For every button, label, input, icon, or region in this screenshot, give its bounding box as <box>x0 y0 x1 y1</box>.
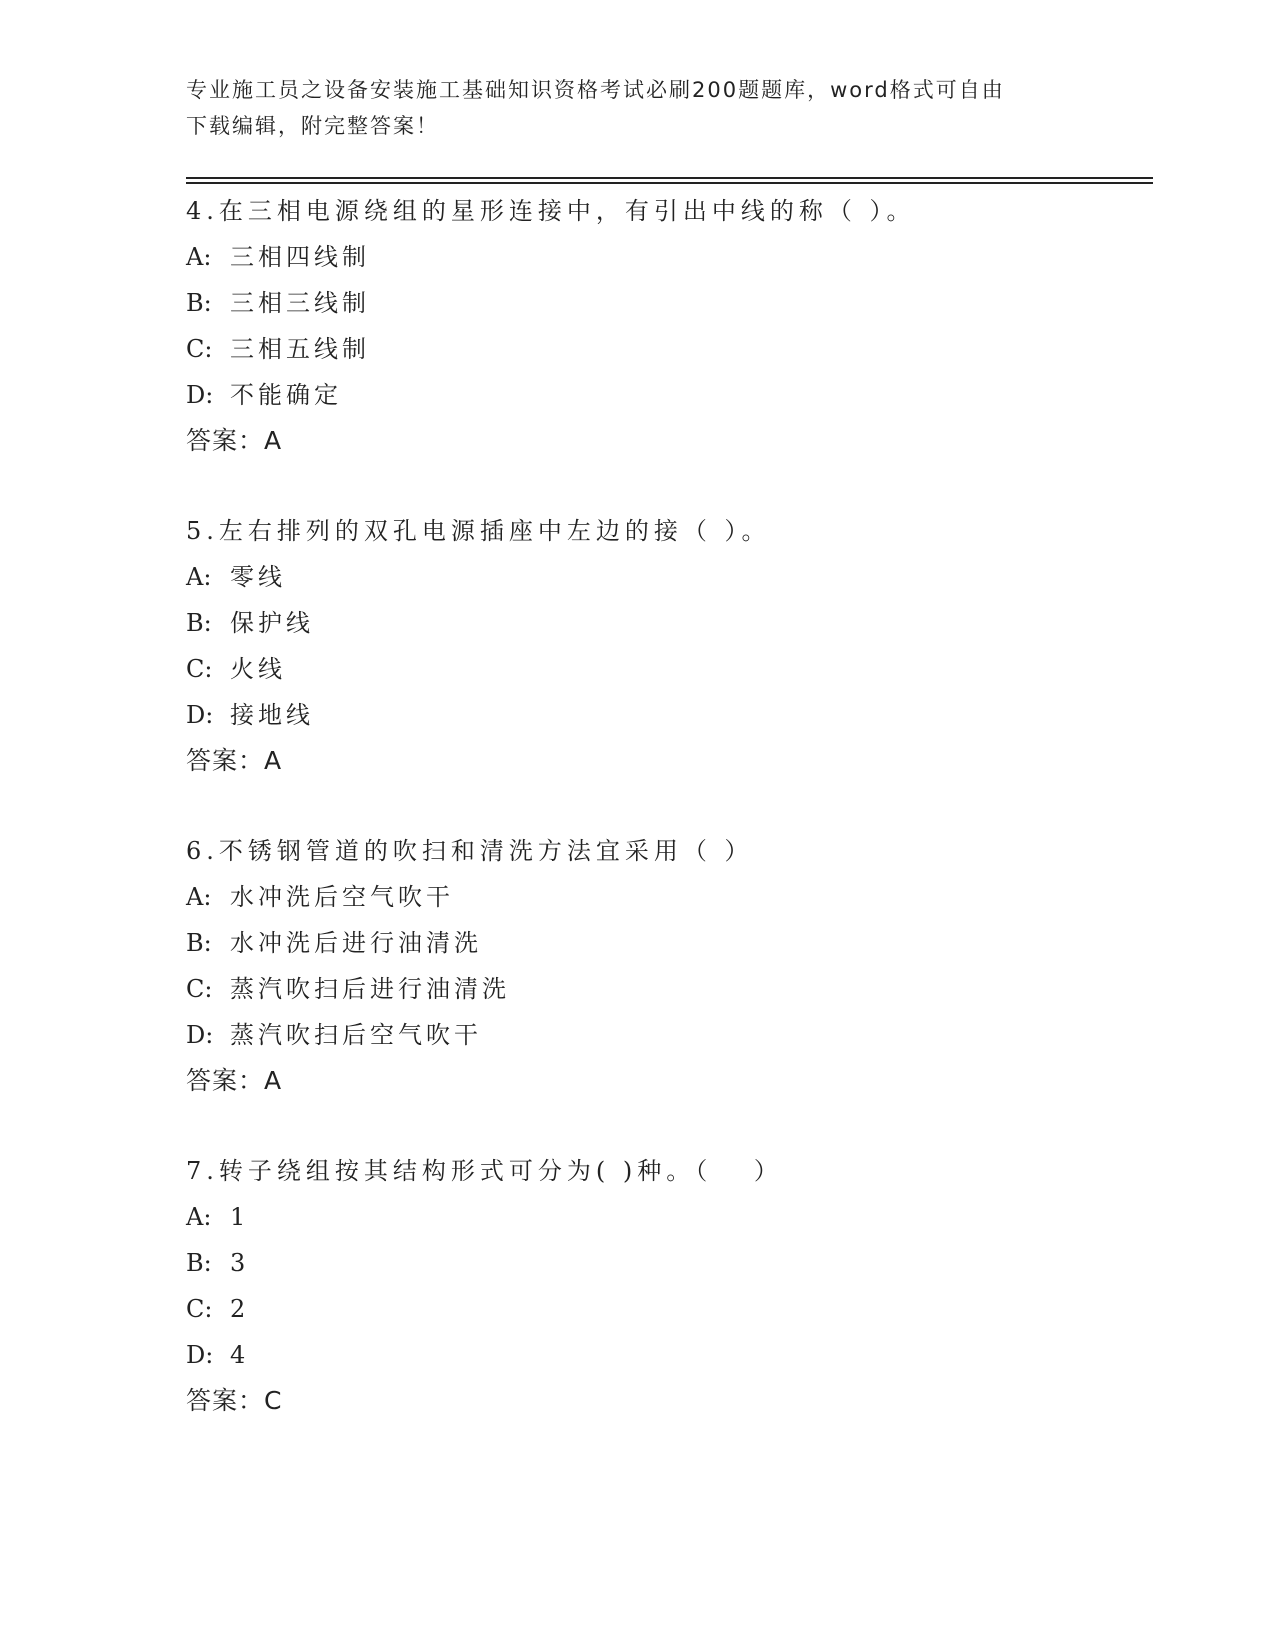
option-text: 水冲洗后空气吹干 <box>230 883 454 911</box>
header-divider-bottom <box>186 182 1153 184</box>
option-text: 蒸汽吹扫后进行油清洗 <box>230 975 510 1003</box>
header-title-line-1: 专业施工员之设备安装施工基础知识资格考试必刷200题题库，word格式可自由 <box>186 78 1005 102</box>
option-label: B: <box>186 609 212 637</box>
option-text: 火线 <box>230 655 286 683</box>
option-label: D: <box>186 381 214 409</box>
option-d <box>186 372 1166 418</box>
option-label: C: <box>186 335 213 363</box>
option-label: A: <box>186 883 212 911</box>
option-b <box>186 1240 1166 1286</box>
option-text: 3 <box>230 1249 250 1277</box>
option-text: 三相四线制 <box>230 243 370 271</box>
option-label: D: <box>186 1021 214 1049</box>
option-d <box>186 692 1166 738</box>
option-label: B: <box>186 1249 212 1277</box>
option-a <box>186 234 1166 280</box>
option-a <box>186 874 1166 920</box>
question-block <box>186 508 1166 784</box>
option-label: B: <box>186 929 212 957</box>
question-stem: 6.不锈钢管道的吹扫和清洗方法宜采用（ ） <box>186 837 754 865</box>
header-title-line-2: 下载编辑，附完整答案！ <box>186 114 439 138</box>
option-text: 三相三线制 <box>230 289 370 317</box>
option-d <box>186 1012 1166 1058</box>
option-c <box>186 1286 1166 1332</box>
question-block <box>186 828 1166 1104</box>
question-block <box>186 1148 1166 1424</box>
option-text: 蒸汽吹扫后空气吹干 <box>230 1021 482 1049</box>
option-label: C: <box>186 655 213 683</box>
option-b <box>186 280 1166 326</box>
option-text: 接地线 <box>230 701 314 729</box>
option-label: D: <box>186 1341 214 1369</box>
option-text: 不能确定 <box>230 381 342 409</box>
option-label: D: <box>186 701 214 729</box>
option-label: A: <box>186 243 212 271</box>
question-stem: 4.在三相电源绕组的星形连接中，有引出中线的称（ ）。 <box>186 197 916 225</box>
question-block <box>186 188 1166 464</box>
option-label: B: <box>186 289 212 317</box>
option-a <box>186 1194 1166 1240</box>
option-c <box>186 966 1166 1012</box>
option-text: 零线 <box>230 563 286 591</box>
answer-line: 答案：A <box>186 746 283 775</box>
option-label: A: <box>186 1203 212 1231</box>
option-text: 保护线 <box>230 609 314 637</box>
answer-line: 答案：A <box>186 1066 283 1095</box>
question-stem: 5.左右排列的双孔电源插座中左边的接（ ）。 <box>186 517 771 545</box>
answer-line: 答案：A <box>186 426 283 455</box>
header-divider-top <box>186 177 1153 179</box>
option-text: 2 <box>230 1295 250 1323</box>
answer-line: 答案：C <box>186 1386 283 1415</box>
option-b <box>186 920 1166 966</box>
option-label: C: <box>186 975 213 1003</box>
option-a <box>186 554 1166 600</box>
question-stem: 7.转子绕组按其结构形式可分为( )种。（ ） <box>186 1157 783 1185</box>
option-label: C: <box>186 1295 213 1323</box>
option-text: 4 <box>230 1341 250 1369</box>
option-label: A: <box>186 563 212 591</box>
option-text: 三相五线制 <box>230 335 370 363</box>
document-header <box>186 72 1066 144</box>
option-b <box>186 600 1166 646</box>
option-text: 1 <box>230 1203 250 1231</box>
option-text: 水冲洗后进行油清洗 <box>230 929 482 957</box>
option-c <box>186 326 1166 372</box>
option-c <box>186 646 1166 692</box>
option-d <box>186 1332 1166 1378</box>
